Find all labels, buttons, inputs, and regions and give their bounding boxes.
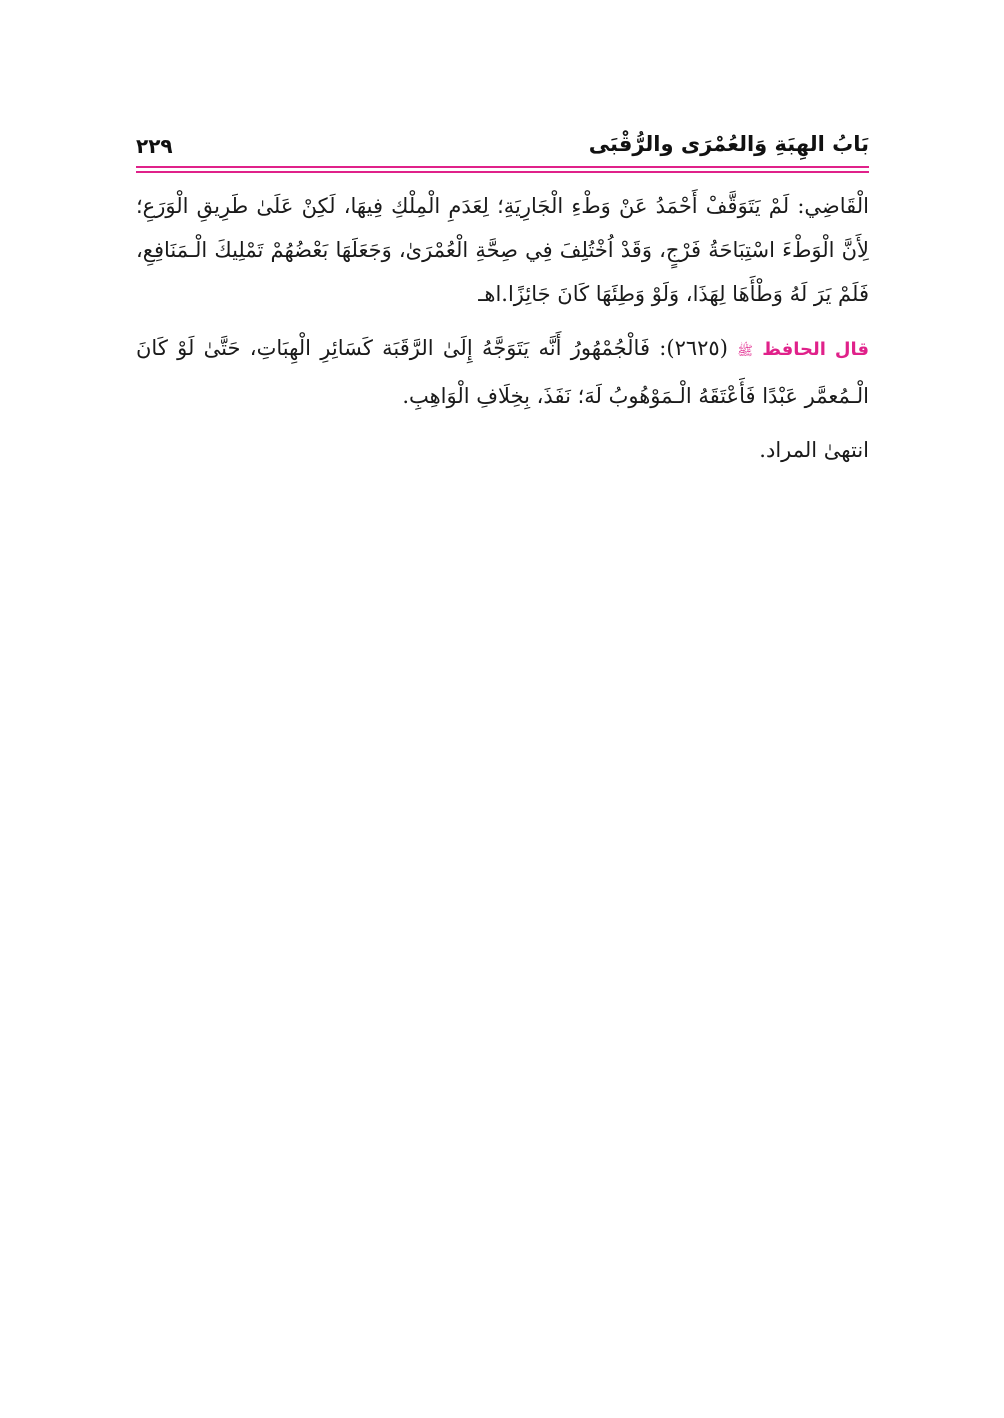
page-header bbox=[136, 124, 869, 164]
page-number: ٢٢٩ bbox=[136, 134, 173, 158]
honorific-symbol: ﷺ bbox=[737, 344, 753, 359]
header-rule-top bbox=[136, 166, 869, 168]
paragraph: الْقَاضِي: لَمْ يَتَوَقَّفْ أَحْمَدُ عَنْ وَطْءِ الْجَارِيَةِ؛ لِعَدَمِ الْمِلْكِ فِيهَا، لَكِنْ عَلَىٰ طَرِيقِ الْوَرَعِ؛ لِأَنَّ الْوَطْءَ اسْتِبَاحَةُ فَرْجٍ، وَقَدْ اُخْتُلِفَ فِي صِحَّةِ الْعُمْرَىٰ، وَجَعَلَهَا بَعْضُهُمْ تَمْلِيكَ الْـمَنَافِعِ، فَلَمْ يَرَ لَهُ وَطْأَهَا لِهَذَا، وَلَوْ وَطِئَهَا كَانَ جَائِزًا.اهـ bbox=[136, 194, 869, 306]
page-body bbox=[136, 184, 869, 482]
speaker-label: قال الحافظ bbox=[762, 339, 869, 360]
closing-line: انتهىٰ المراد. bbox=[759, 438, 869, 462]
quote-text: (٢٦٢٥): فَالْجُمْهُورُ أَنَّه يَتَوَجَّهُ إِلَىٰ الرَّقَبَة كَسَائِرِ الْهِبَاتِ، حَتَّىٰ لَوْ كَانَ الْـمُعمَّر عَبْدًا فَأَعْتَقَهُ الْـمَوْهُوبُ لَهَ؛ نَفَذَ، بِخِلَافِ الْوَاهِبِ. bbox=[136, 336, 869, 408]
running-title: بَابُ الهِبَةِ وَالعُمْرَى والرُّقْبَى bbox=[588, 132, 869, 156]
paragraph-quote bbox=[136, 326, 869, 418]
header-rule-bottom bbox=[136, 171, 869, 173]
